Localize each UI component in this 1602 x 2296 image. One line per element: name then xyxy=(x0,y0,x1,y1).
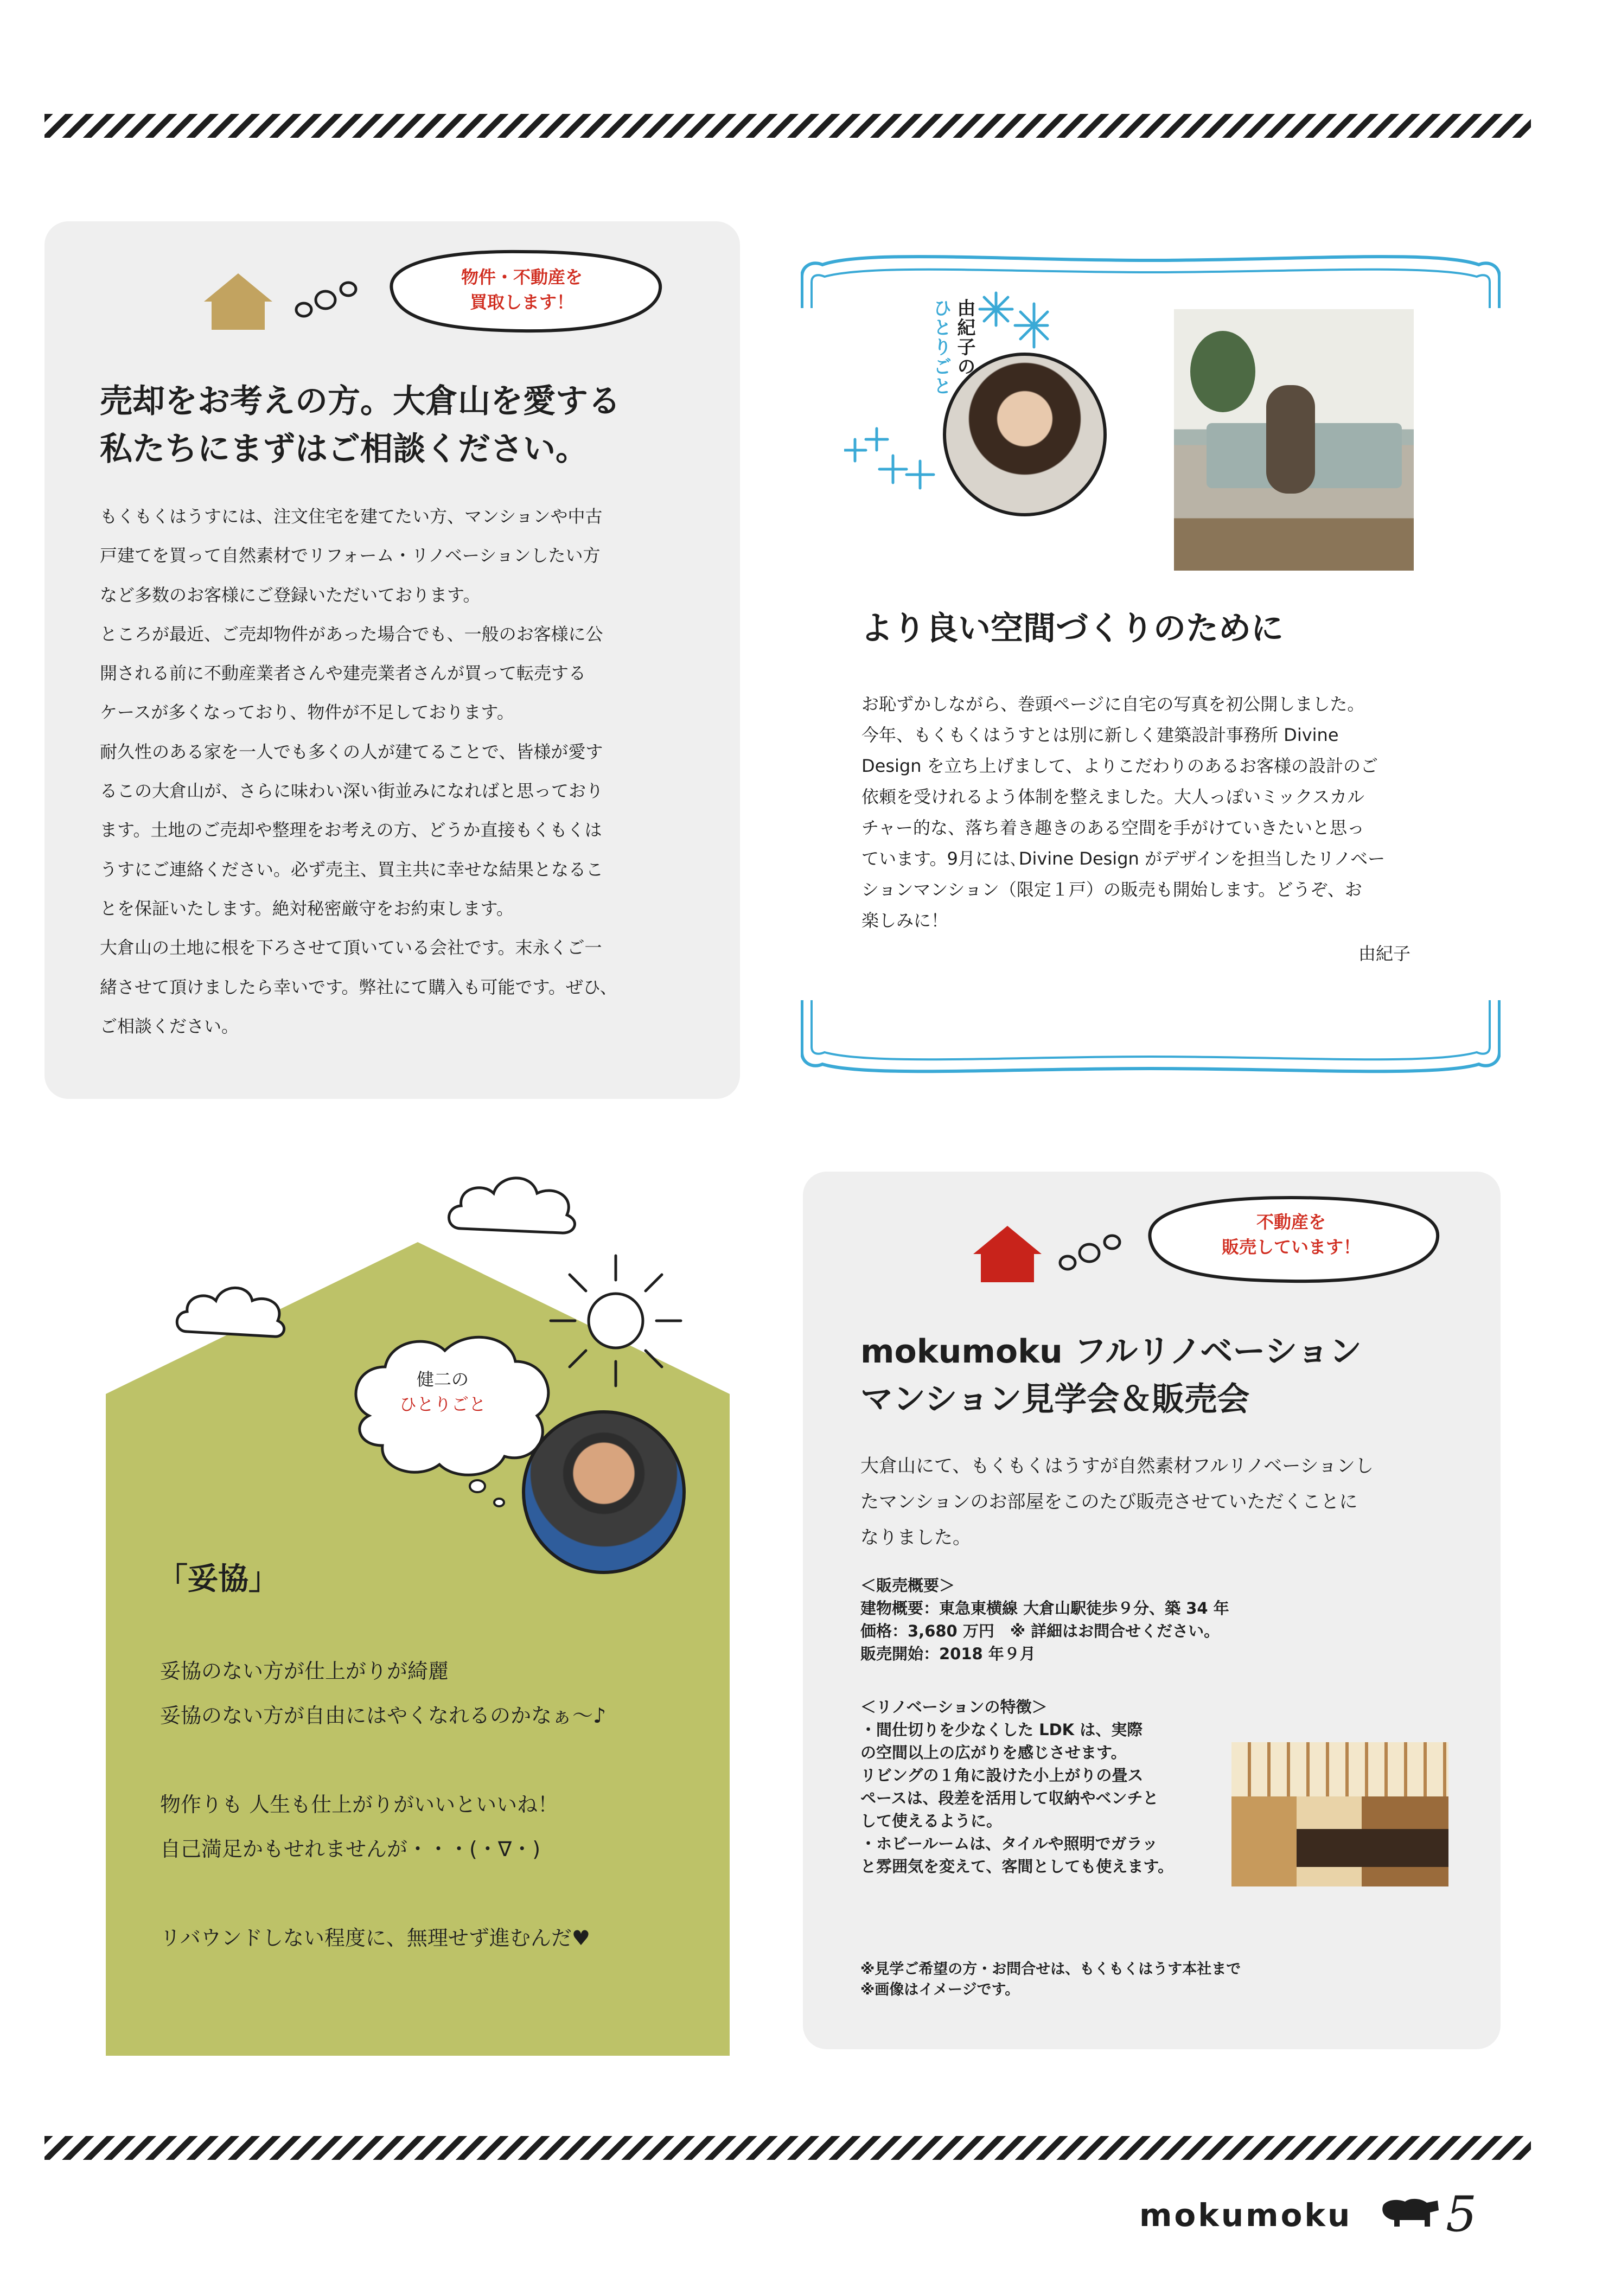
portrait-kenji xyxy=(522,1410,686,1574)
text-line: 自己満足かもせれませんが・・・(・∇・) xyxy=(160,1837,541,1861)
text-line: ご相談ください。 xyxy=(100,1015,239,1037)
text-line: ※画像はイメージです。 xyxy=(860,1981,1020,1998)
text-line: 緒させて頂けましたら幸いです。弊社にて購入も可能です。ぜひ、 xyxy=(100,976,617,997)
frame-bottom-decoration xyxy=(801,998,1501,1079)
card-body xyxy=(160,1649,703,1960)
signature: 由紀子 xyxy=(1358,943,1411,964)
card-buy-property xyxy=(44,221,740,1099)
text-line: リバウンドしない程度に、無理せず進むんだ♥ xyxy=(160,1926,590,1950)
room-photo xyxy=(1174,309,1414,571)
cloud-icon xyxy=(174,1275,288,1345)
renovation-features: ＜リノベーションの特徴＞ ・間仕切りを少なくした LDK は、実際 の空間以上の広がりを感じさせます。 リビングの１角に設けた小上がりの畳ス ペースは、段差を活用して収納やベンチと して使えるように。 ・ホビールームは、タイルや照明でガラッ と雰囲気を変えて、客間としても使えます。 xyxy=(860,1696,1240,1878)
interior-photo xyxy=(1231,1742,1448,1886)
text-line xyxy=(160,1738,703,1782)
sale-notes xyxy=(860,1959,1484,2000)
bottom-stripe-divider xyxy=(44,2136,1531,2160)
text-line: 戸建てを買って自然素材でリフォーム・リノベーションしたい方 xyxy=(100,545,601,566)
vertical-label: 由紀子の ひとりごと xyxy=(930,298,975,396)
text-line: 妥協のない方が仕上がりが綺麗 xyxy=(160,1659,449,1683)
card-body xyxy=(861,689,1469,936)
text-line: ※見学ご希望の方・お問合せは、もくもくはうす本社まで xyxy=(860,1961,1241,1978)
text-line: ションマンション（限定１戸）の販売も開始します。どうぞ、お xyxy=(861,879,1362,900)
text-line: Design を立ち上げまして、よりこだわりのあるお客様の設計のご xyxy=(861,756,1378,776)
card-title: より良い空間づくりのために xyxy=(860,610,1284,648)
sparkle-icon xyxy=(974,287,1050,353)
bubble-text: 物件・不動産を 買取します！ xyxy=(461,267,583,312)
house-icon xyxy=(202,271,275,332)
text-line: 妥協のない方が自由にはやくなれるのかなぁ～♪ xyxy=(160,1704,607,1728)
text-line: など多数のお客様にご登録いただいております。 xyxy=(100,584,481,605)
card-sale-property xyxy=(803,1172,1501,2049)
text-line: たマンションのお部屋をこのたび販売させていただくことに xyxy=(860,1491,1358,1513)
top-stripe-divider xyxy=(44,114,1531,138)
card-title: mokumoku フルリノベーション マンション見学会＆販売会 xyxy=(860,1333,1362,1418)
bubble-text: 不動産を 販売しています！ xyxy=(1221,1212,1361,1257)
text-line: ペースは、段差を活用して収納やベンチと xyxy=(860,1789,1159,1807)
intro-text xyxy=(860,1448,1484,1556)
text-line: 依頼を受けれるよう体制を整えました。大人っぽいミックスカル xyxy=(861,786,1365,807)
text-line xyxy=(160,1871,703,1916)
cloud-icon xyxy=(445,1163,586,1245)
text-line: るこの大倉山が、さらに味わい深い街並みになればと思っており xyxy=(100,781,604,802)
bubble-text: 健二の ひとりごと xyxy=(399,1369,486,1415)
text-line: 建物概要：東急東横線 大倉山駅徒歩９分、築 34 年 xyxy=(860,1599,1229,1617)
text-line: ています。9月には､Divine Design がデザインを担当したリノベー xyxy=(861,848,1386,869)
text-line: 大倉山にて、もくもくはうすが自然素材フルリノベーションし xyxy=(860,1455,1374,1477)
text-line: もくもくはうすには、注文住宅を建てたい方、マンションや中古 xyxy=(100,506,603,527)
card-body xyxy=(100,497,718,1046)
text-line: とを保証いたします。絶対秘密厳守をお約束します。 xyxy=(100,898,514,919)
text-line: うすにご連絡ください。必ず売主、買主共に幸せな結果となるこ xyxy=(100,859,604,880)
text-line: チャー的な、落ち着き趣きのある空間を手がけていきたいと思っ xyxy=(861,817,1365,838)
text-line: ケースが多くなっており、物件が不足しております。 xyxy=(100,702,514,723)
house-icon xyxy=(971,1224,1044,1284)
text-line: なりました。 xyxy=(860,1527,971,1549)
portrait-yukiko xyxy=(943,353,1107,516)
sale-outline: ＜販売概要＞ 建物概要：東急東横線 大倉山駅徒歩９分、築 34 年 価格：3,680 万円 ※ 詳細はお問合せください。 販売開始：2018 年９月 xyxy=(860,1574,1484,1665)
text-line: ・ホビールームは、タイルや照明でガラッ xyxy=(860,1834,1158,1853)
card-title: 「妥協」 xyxy=(157,1562,279,1597)
text-line: ・間仕切りを少なくした LDK は、実際 xyxy=(860,1721,1143,1739)
thought-dots-icon xyxy=(294,278,359,322)
text-line: 開される前に不動産業者さんや建売業者さんが買って転売する xyxy=(100,663,586,684)
text-line: ます。土地のご売却や整理をお考えの方、どうか直接もくもくは xyxy=(100,820,602,841)
text-line: リビングの１角に設けた小上がりの畳ス xyxy=(860,1766,1144,1785)
text-line: 価格：3,680 万円 ※ 詳細はお問合せください。 xyxy=(860,1622,1220,1640)
text-line: 物作りも 人生も仕上がりがいいといいね！ xyxy=(160,1793,559,1817)
text-line: 販売開始：2018 年９月 xyxy=(860,1645,1036,1663)
text-line: 今年、もくもくはうすとは別に新しく建築設計事務所 Divine xyxy=(861,725,1339,745)
text-line: の空間以上の広がりを感じさせます。 xyxy=(860,1743,1127,1762)
sheep-icon xyxy=(1378,2194,1443,2237)
sparkle-icon xyxy=(844,423,942,494)
page-number: 5 xyxy=(1446,2186,1477,2243)
card-yukiko-column xyxy=(801,244,1501,1079)
text-line: と雰囲気を変えて、客間としても使えます。 xyxy=(860,1857,1174,1876)
text-line: お恥ずかしながら、巻頭ページに自宅の写真を初公開しました。 xyxy=(861,694,1365,714)
thought-dots-icon xyxy=(1058,1231,1123,1275)
footer-brand: mokumoku xyxy=(1139,2197,1352,2234)
card-title: 売却をお考えの方。大倉山を愛する 私たちにまずはご相談ください。 xyxy=(100,382,621,468)
text-line: 大倉山の土地に根を下ろさせて頂いている会社です。末永くご一 xyxy=(100,937,602,958)
text-line: ところが最近、ご売却物件があった場合でも、一般のお客様に公 xyxy=(100,623,603,644)
text-line: して使えるように。 xyxy=(860,1812,1003,1830)
text-line: 楽しみに！ xyxy=(861,910,949,931)
text-line: 耐久性のある家を一人でも多くの人が建てることで、皆様が愛す xyxy=(100,741,603,762)
